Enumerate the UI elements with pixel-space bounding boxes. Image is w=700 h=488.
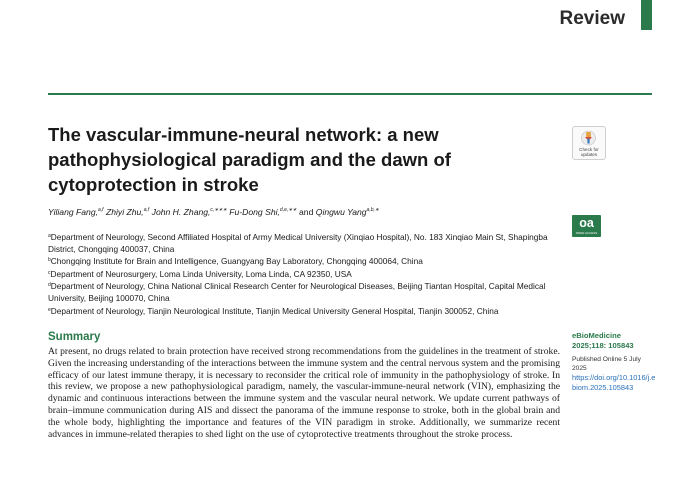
article-sidebar xyxy=(572,331,657,393)
author-list xyxy=(48,207,548,217)
check-for-updates-label: Check for updates xyxy=(579,147,599,157)
affiliation: $^c$Department of Neurosurgery, Loma Linda University, Loma Linda, CA 92350, USA xyxy=(48,268,352,279)
doi-link[interactable]: https://doi.org/10.1016/j.ebiom.2025.105843 xyxy=(572,373,656,392)
summary-heading: Summary xyxy=(48,331,101,343)
open-access-label: OPEN ACCESS xyxy=(575,231,598,235)
article-title: The vascular-immune-neural network: a new pathophysiological paradigm and the dawn of cytoprotection in stroke xyxy=(48,124,451,195)
summary-text: At present, no drugs related to brain protection have received strong recommendations from the guidelines in the treatment of stroke. Given the increasing understanding of the interactions between the immune system and the central nervous system and the promising efficacy of our latest immune therapy, it is necessary to reconsider the critical role of immunity in the pathophysiology of stroke. In this review, we propose a new pathophysiological paradigm, namely, the vascular-immune-neural network (VIN), emphasizing the dynamic and continuous interactions between the immune system and the vascular neural network. We update current pathways of brain–immune communication during AIS and dissect the panorama of the immune response to stroke, both in the global brain and the whole body, highlighting the importance and features of the VIN paradigm in stroke. Additionally, we summarize recent advances in immune-related therapies to shed light on the use of cytoprotective treatments throughout the stroke process. xyxy=(48,346,560,440)
oa-icon: oa xyxy=(579,216,594,230)
citation: 2025;118: 105843 xyxy=(572,341,634,350)
affiliation: $^b$Chongqing Institute for Brain and Intelligence, Guangyang Bay Laboratory, Chongqing 400064, China xyxy=(48,256,423,267)
author[interactable]: Yiliang Fang,$^{a,f}$ xyxy=(48,207,104,217)
affiliations xyxy=(48,231,558,317)
article-type-label: Review xyxy=(559,8,625,29)
authors-conjunction: and xyxy=(299,207,314,217)
affiliation: $^a$Department of Neurology, Second Affiliated Hospital of Army Medical University (Xinqiao Hospital), No. 183 Xinqiao Main St, Shapingba District, Chongqing 400037, China xyxy=(48,232,548,254)
published-date: Published Online 5 July 2025 xyxy=(572,356,641,372)
affiliation: $^d$Department of Neurology, China National Clinical Research Center for Neurological Diseases, Beijing Tiantan Hospital, Capital Medical University, Beijing 100070, China xyxy=(48,281,546,303)
open-access-badge xyxy=(572,215,601,237)
affiliation: $^e$Department of Neurology, Tianjin Neurological Institute, Tianjin Medical University General Hospital, Tianjin 300052, China xyxy=(48,305,499,316)
author[interactable]: Fu-Dong Shi,$^{d,e,∗∗}$ xyxy=(229,207,297,217)
header-rule xyxy=(48,93,652,95)
journal-name[interactable]: eBioMedicine xyxy=(572,331,621,340)
header-accent-block xyxy=(641,0,652,30)
author[interactable]: Zhiyi Zhu,$^{a,f}$ xyxy=(105,207,150,217)
crossmark-icon xyxy=(581,130,596,146)
author[interactable]: Qingwu Yang$^{a,b,∗}$ xyxy=(315,207,380,217)
check-for-updates-button[interactable] xyxy=(572,126,606,160)
author[interactable]: John H. Zhang,$^{c,∗∗∗}$ xyxy=(151,207,227,217)
